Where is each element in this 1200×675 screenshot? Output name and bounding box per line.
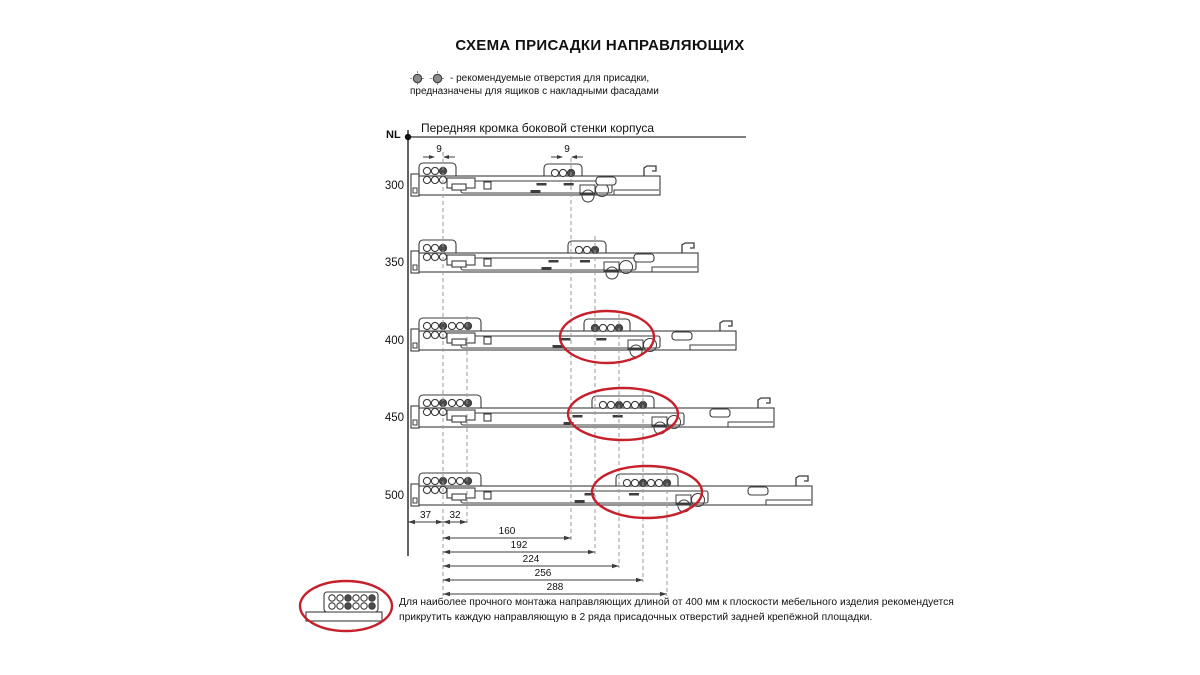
rail-detail xyxy=(452,494,466,500)
drill-hole xyxy=(456,322,463,329)
drill-hole xyxy=(551,169,558,176)
legend-line-1 xyxy=(410,71,649,86)
dimension-192 xyxy=(443,540,595,554)
rail-mark xyxy=(549,260,559,263)
drill-hole xyxy=(599,401,606,408)
dimension-160 xyxy=(443,526,571,540)
drill-hole xyxy=(353,603,359,609)
rail-mark xyxy=(561,338,571,341)
drill-hole xyxy=(423,167,430,174)
note-line-1: Для наиболее прочного монтажа направляющих длиной от 400 мм к плоскости мебельного изделия рекомендуется xyxy=(399,597,954,608)
legend-line-2: предназначены для ящиков с накладными фасадами xyxy=(410,86,659,97)
rail-detail xyxy=(596,177,616,185)
drill-hole xyxy=(448,322,455,329)
rail-mark xyxy=(613,415,623,418)
dimension-label: 224 xyxy=(522,554,540,565)
rail-detail xyxy=(452,416,466,422)
dimension-label: 160 xyxy=(498,526,516,537)
recommended-hole xyxy=(369,595,375,601)
recommended-hole xyxy=(464,477,471,484)
row-label-450: 450 xyxy=(384,412,404,424)
pitch-dimension xyxy=(423,144,455,159)
rail-detail xyxy=(452,261,466,267)
rail-mark xyxy=(580,260,590,263)
drill-hole xyxy=(423,399,430,406)
dimension-224 xyxy=(443,554,619,568)
drill-hole xyxy=(431,244,438,251)
rail-mark xyxy=(537,183,547,186)
drill-hole xyxy=(423,322,430,329)
rail-mark xyxy=(596,338,606,341)
drill-hole xyxy=(361,595,367,601)
rear-hook xyxy=(758,398,770,408)
rail-detail xyxy=(484,182,491,189)
drill-hole xyxy=(607,324,614,331)
pitch-dimension xyxy=(551,144,583,159)
drill-hole xyxy=(423,253,430,260)
dimension-label: 288 xyxy=(546,582,564,593)
drill-hole xyxy=(431,167,438,174)
page-title: СХЕМА ПРИСАДКИ НАПРАВЛЯЮЩИХ xyxy=(455,37,745,54)
drill-hole xyxy=(623,479,630,486)
drill-hole-icon xyxy=(430,71,445,86)
rail-mark xyxy=(629,493,639,496)
row-label-500: 500 xyxy=(384,490,404,502)
drill-hole xyxy=(423,477,430,484)
rail-detail xyxy=(748,487,768,495)
drill-hole xyxy=(456,399,463,406)
rail-detail xyxy=(672,332,692,340)
rear-hook xyxy=(796,476,808,486)
rail-mark xyxy=(573,415,583,418)
dimension-label: 37 xyxy=(419,510,432,521)
dimension-37 xyxy=(408,510,443,524)
row-label-300: 300 xyxy=(384,180,404,192)
drill-hole xyxy=(631,401,638,408)
rear-hook xyxy=(682,243,694,253)
rail-detail xyxy=(484,414,491,421)
drill-hole-icon xyxy=(410,71,425,86)
nl-axis-label: NL xyxy=(386,129,401,141)
drill-hole xyxy=(575,246,582,253)
drill-hole xyxy=(431,486,438,493)
drill-hole xyxy=(431,477,438,484)
recommended-hole xyxy=(464,322,471,329)
drill-hole xyxy=(607,401,614,408)
drawer-slide-450 xyxy=(411,395,774,434)
drill-hole xyxy=(559,169,566,176)
rail-mark xyxy=(530,190,540,193)
drill-hole xyxy=(337,595,343,601)
drill-hole xyxy=(655,479,662,486)
rear-hook xyxy=(720,321,732,331)
drill-hole xyxy=(431,399,438,406)
drill-hole xyxy=(448,399,455,406)
drill-hole xyxy=(337,603,343,609)
front-edge-label: Передняя кромка боковой стенки корпуса xyxy=(421,121,654,135)
drill-hole xyxy=(431,408,438,415)
rail-mark xyxy=(575,500,585,503)
drill-hole xyxy=(423,176,430,183)
dimension-label: 256 xyxy=(534,568,552,579)
drill-hole xyxy=(329,595,335,601)
row-label-350: 350 xyxy=(384,257,404,269)
drill-hole xyxy=(631,479,638,486)
drill-hole xyxy=(361,603,367,609)
drill-hole xyxy=(431,253,438,260)
rail-body xyxy=(306,612,382,621)
drill-hole xyxy=(623,401,630,408)
drill-hole xyxy=(647,479,654,486)
drill-hole xyxy=(431,322,438,329)
drill-hole xyxy=(353,595,359,601)
rail-detail xyxy=(634,254,654,262)
drill-hole xyxy=(583,246,590,253)
drill-hole xyxy=(423,486,430,493)
legend-text: - рекомендуемые отверстия для присадки, xyxy=(450,73,650,84)
recommended-hole xyxy=(369,603,375,609)
dimension-label: 32 xyxy=(449,510,461,521)
rail-detail xyxy=(452,184,466,190)
drill-hole xyxy=(599,324,606,331)
rail-mark xyxy=(542,267,552,270)
pitch-dimension-label: 9 xyxy=(436,144,442,155)
edge-origin-dot xyxy=(405,134,411,140)
dimension-32 xyxy=(443,510,467,524)
drill-hole xyxy=(448,477,455,484)
drill-hole xyxy=(431,331,438,338)
dimension-288 xyxy=(443,582,667,596)
recommended-hole xyxy=(345,595,351,601)
pitch-dimension-label: 9 xyxy=(564,144,570,155)
drill-hole xyxy=(423,244,430,251)
rail-detail xyxy=(452,339,466,345)
rail-detail xyxy=(484,492,491,499)
drawer-slide-500 xyxy=(411,473,812,512)
rear-hook xyxy=(644,166,656,176)
rail-detail xyxy=(484,259,491,266)
dimension-label: 192 xyxy=(510,540,528,551)
row-label-400: 400 xyxy=(384,335,404,347)
drawer-slide-350 xyxy=(411,240,698,279)
drill-hole xyxy=(329,603,335,609)
drill-hole xyxy=(423,408,430,415)
note-line-2: прикрутить каждую направляющую в 2 ряда присадочных отверстий задней крепёжной площадки. xyxy=(399,612,873,623)
drawer-slide-300 xyxy=(411,163,660,202)
drawer-slide-400 xyxy=(411,318,736,357)
drill-hole xyxy=(431,176,438,183)
rear-plate-detail xyxy=(306,592,382,621)
recommended-hole xyxy=(464,399,471,406)
drill-hole xyxy=(456,477,463,484)
recommended-hole xyxy=(345,603,351,609)
dimension-256 xyxy=(443,568,643,582)
rail-detail xyxy=(484,337,491,344)
rail-mark xyxy=(564,183,574,186)
rail-detail xyxy=(710,409,730,417)
drill-hole xyxy=(423,331,430,338)
